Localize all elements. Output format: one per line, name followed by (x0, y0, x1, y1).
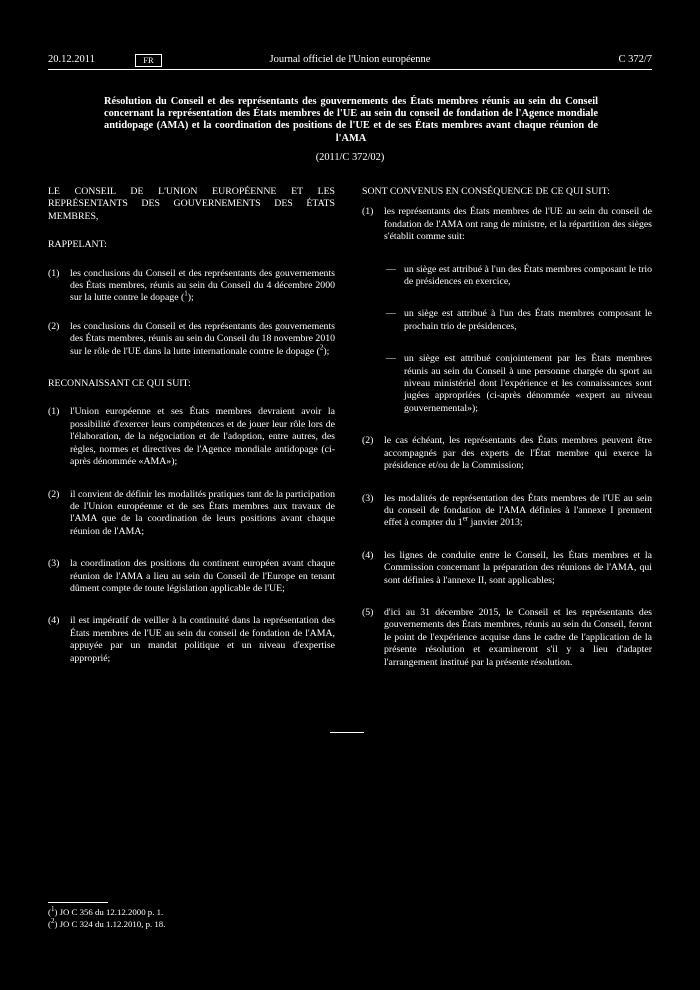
item-number: (1) (48, 267, 60, 279)
item-text: l'Union européenne et ses États membres devraient avoir la possibilité d'exercer leurs compétences et de jouer leur rôle lors de l'élaboration, de la négociation et de l'adoption, entre autres, des règles, normes et directives de l'Agence mondiale antidopage (ci-après dénommée «AMA»); (70, 406, 335, 468)
page-reference: C 372/7 (618, 54, 652, 65)
footnote: ($^1$) JO C 356 du 12.12.2000 p. 1. (48, 905, 164, 917)
footnote-rule (48, 902, 108, 903)
dash-mark: — (386, 263, 396, 275)
recognising-item (48, 558, 335, 595)
item-number: (1) (48, 406, 60, 418)
item-text: la coordination des positions du continent européen avant chaque réunion de l'AMA a lieu au sein du Conseil de l'Europe en tenant dûment compte de toute législation applicable de l'UE; (70, 558, 335, 594)
item-text: les représentants des États membres de l'UE au sein du conseil de fondation de l'AMA ont rang de ministre, et la répartition des sièges s'établit comme suit: (384, 206, 652, 243)
agreement-item (362, 493, 652, 530)
document-title: Résolution du Conseil et des représentants des gouvernements des États membres réunis au sein du Conseil concernant la représentation des États membres de l'UE au sein du conseil de fondation de l'Agence mondiale antidopage (AMA) et la coordination des positions de l'UE et de ses États membres avant chaque réunion de l'AMA (104, 96, 598, 144)
item-number: (3) (48, 558, 60, 570)
footnote: ($^2$) JO C 324 du 1.12.2010, p. 18. (48, 917, 166, 929)
footnote-mark: 2 (50, 917, 55, 926)
recognising-item (48, 406, 335, 468)
agreement-item (362, 550, 652, 587)
agreement-item (362, 206, 652, 243)
item-text: il convient de définir les modalités pratiques tant de la participation de l'Union européenne et de ses États membres aux travaux de l'AMA que de la coordination de leurs positions avant chaque réunion de l'AMA; (70, 488, 335, 537)
journal-title: Journal officiel de l'Union européenne (269, 54, 431, 65)
recognising-heading: RECONNAISSANT CE QUI SUIT: (48, 378, 191, 390)
item-text: les conclusions du Conseil et des représentants des gouvernements des États membres, réunis au sein du Conseil du 4 décembre 2000 sur la lutte contre le dopage ($^1$); (70, 267, 335, 304)
item-text: le cas échéant, les représentants des États membres peuvent être accompagnés par des experts de l'État membre qui exerce la présidence et/ou de la Commission; (384, 435, 652, 472)
dash-item (386, 353, 652, 415)
header-rule (48, 69, 652, 70)
item-text: il est impératif de veiller à la continuité dans la représentation des États membres de l'UE au sein du conseil de fondation de l'AMA, appuyée par un mandat politique et un niveau d'expertise approprié; (70, 615, 335, 664)
item-text: les modalités de représentation des États membres de l'UE au sein du conseil de fondation de l'AMA définies à l'annexe I prennent effet à compter du 1er janvier 2013; (384, 492, 652, 529)
dash-item (386, 308, 652, 333)
item-number: (4) (362, 549, 374, 561)
dash-mark: — (386, 353, 396, 365)
preamble: LE CONSEIL DE L'UNION EUROPÉENNE ET LES REPRÉSENTANTS DES GOUVERNEMENTS DES ÉTATS MEMBRES, (48, 186, 335, 222)
recognising-item (48, 489, 335, 539)
document-reference: (2011/C 372/02) (315, 152, 385, 163)
item-number: (2) (362, 435, 374, 447)
footnote-ref: 1 (184, 290, 188, 299)
language-badge: FR (135, 54, 162, 67)
item-number: (3) (362, 492, 374, 504)
dash-item (386, 264, 652, 289)
recalling-item (48, 321, 335, 358)
item-text: les conclusions du Conseil et des représentants des gouvernements des États membres, réunis au sein du Conseil du 18 novembre 2010 sur le rôle de l'UE dans la lutte internationale contre le dopage ($^2$); (70, 320, 336, 357)
dash-text: un siège est attribué à l'un des États membres composant le trio de présidences en exercice, (404, 263, 652, 288)
item-number: (4) (48, 615, 60, 627)
footnote-mark: 1 (50, 905, 55, 914)
item-number: (1) (362, 206, 374, 218)
recalling-heading: RAPPELANT: (48, 239, 107, 251)
item-number: (2) (48, 488, 60, 500)
dash-text: un siège est attribué conjointement par les États membres réunis au sein du Conseil à une personne chargée du sport au niveau ministériel dont l'expérience et les connaissances sont jugées appropriées (ci-après dénommée «expert au niveau gouvernemental»); (404, 353, 652, 414)
item-number: (2) (48, 320, 60, 332)
publication-date: 20.12.2011 (48, 54, 95, 65)
recalling-item (48, 268, 335, 305)
footnote-text: JO C 356 du 12.12.2000 p. 1. (59, 907, 164, 917)
agreement-heading: SONT CONVENUS EN CONSÉQUENCE DE CE QUI SUIT: (362, 186, 610, 197)
footnote-text: JO C 324 du 1.12.2010, p. 18. (59, 919, 166, 929)
dash-text: un siège est attribué à l'un des États membres composant le prochain trio de présidences, (404, 308, 652, 332)
end-separator (330, 732, 364, 733)
ordinal-superscript: er (462, 515, 469, 524)
agreement-item (362, 435, 652, 472)
left-column (48, 186, 335, 681)
item-text: d'ici au 31 décembre 2015, le Conseil et les représentants des gouvernements des États membres, réunis au sein du Conseil, feront le point de l'expérience acquise dans le cadre de l'application de la présente résolution et examineront s'il y a lieu d'adapter l'arrangement institué par la présente résolution. (384, 606, 652, 668)
footnote-ref: 2 (319, 343, 324, 352)
page-header (48, 54, 652, 68)
recognising-item (48, 615, 335, 665)
item-number: (5) (362, 606, 374, 618)
dash-mark: — (386, 308, 396, 320)
right-column (362, 186, 652, 685)
item-text: les lignes de conduite entre le Conseil, les États membres et la Commission concernant la préparation des réunions de l'AMA, qui sont définies à l'annexe II, sont applicables; (384, 549, 652, 586)
agreement-item (362, 607, 652, 669)
